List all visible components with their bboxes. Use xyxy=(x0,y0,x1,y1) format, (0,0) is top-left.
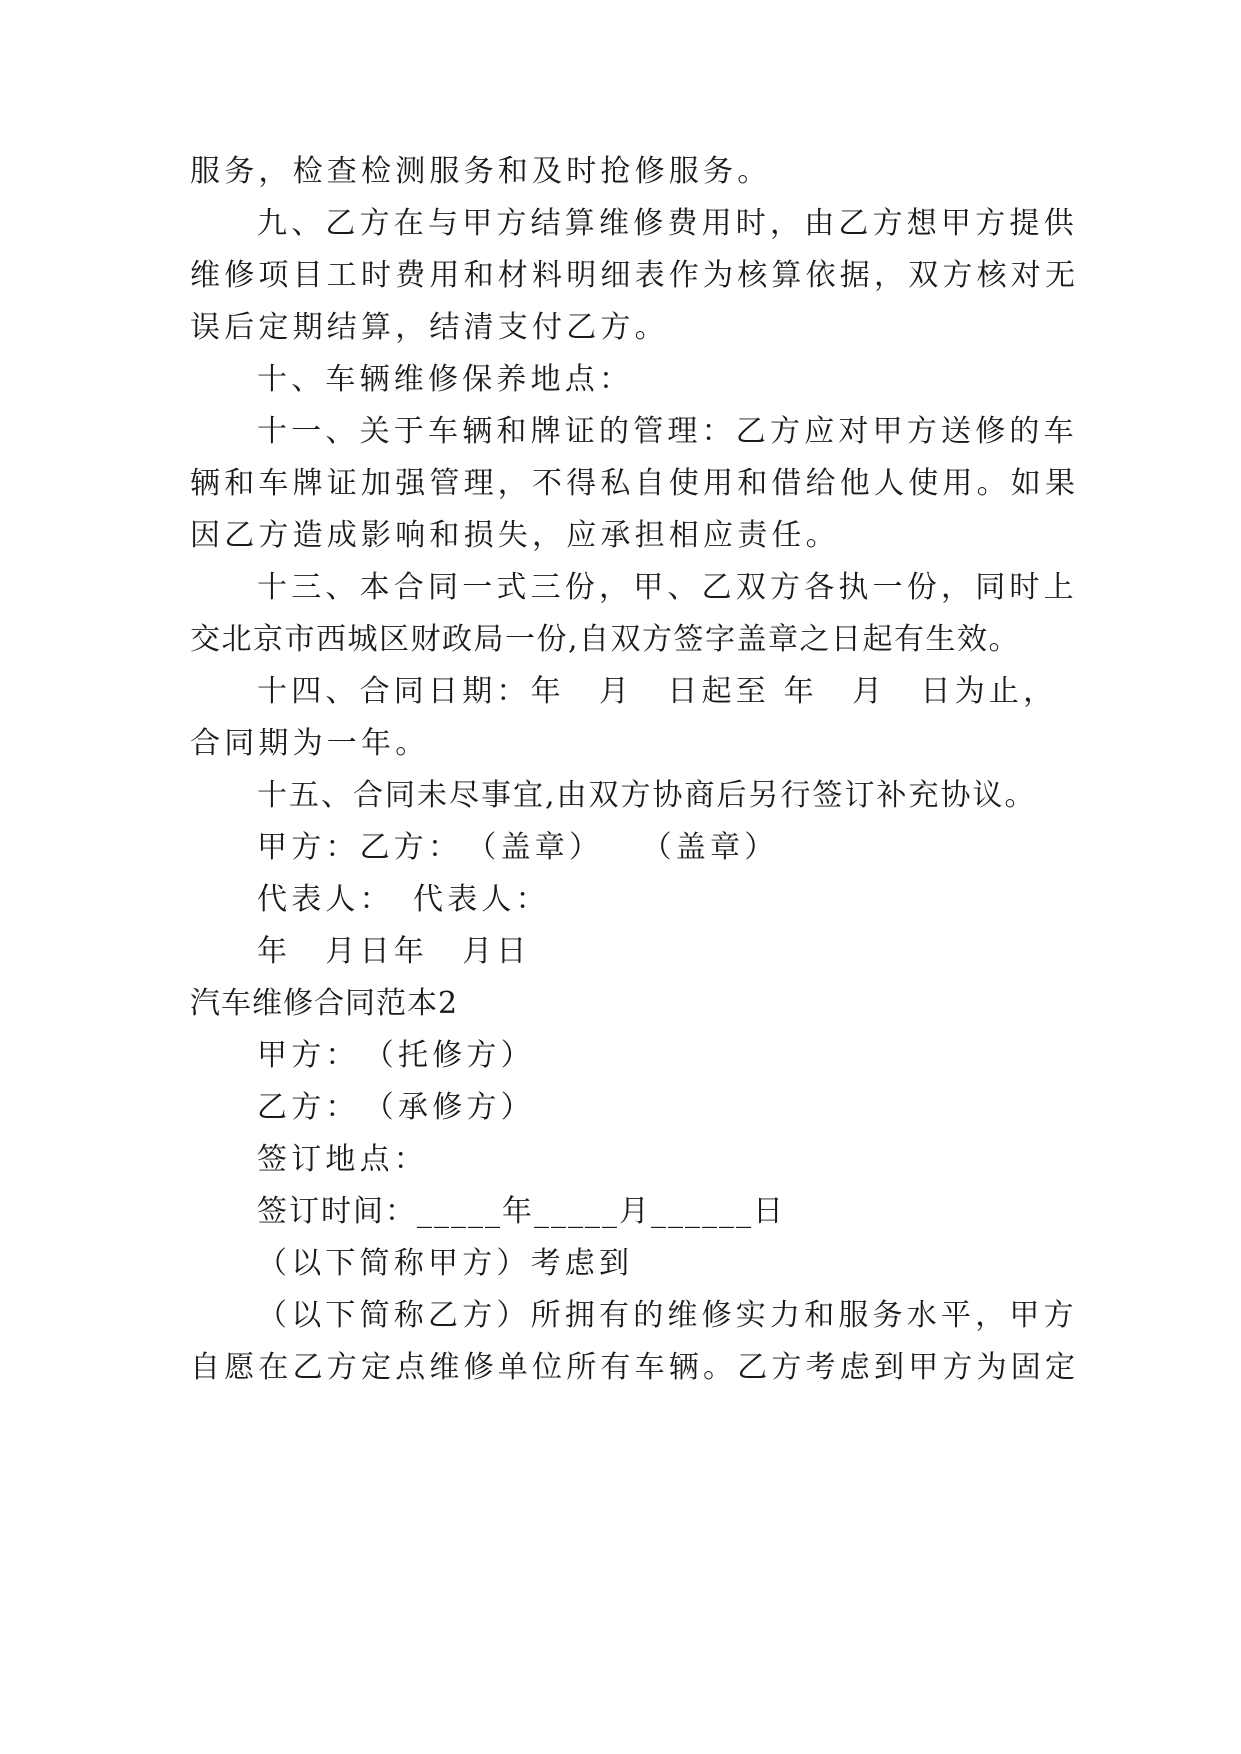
paragraph-line: 合同期为一年。 xyxy=(190,726,430,761)
paragraph-line: 维修项目工时费用和材料明细表作为核算依据，双方核对无 xyxy=(190,258,1080,293)
date-line: 签订时间：_____年_____月______日 xyxy=(257,1194,785,1229)
date-line: 年 月日年 月日 xyxy=(257,934,531,969)
paragraph-line: 服务，检查检测服务和及时抢修服务。 xyxy=(190,154,772,189)
paragraph-line: 九、乙方在与甲方结算维修费用时，由乙方想甲方提供 xyxy=(257,206,1078,241)
paragraph-line: 十三、本合同一式三份，甲、乙双方各执一份，同时上 xyxy=(257,570,1078,605)
paragraph-line: 十、车辆维修保养地点： xyxy=(257,362,634,397)
location-line: 签订地点： xyxy=(257,1142,428,1177)
paragraph-line: 辆和车牌证加强管理，不得私自使用和借给他人使用。如果 xyxy=(190,466,1080,501)
section-heading: 汽车维修合同范本2 xyxy=(190,986,459,1021)
party-line: 乙方： （承修方） xyxy=(257,1090,535,1125)
paragraph-line: （以下简称甲方）考虑到 xyxy=(257,1246,634,1281)
paragraph-line: （以下简称乙方）所拥有的维修实力和服务水平，甲方 xyxy=(257,1298,1078,1333)
party-line: 甲方： （托修方） xyxy=(257,1038,535,1073)
paragraph-line: 十四、合同日期：年 月 日起至 年 月 日为止， xyxy=(257,674,1058,709)
paragraph-line: 交北京市西城区财政局一份,自双方签字盖章之日起有生效。 xyxy=(190,622,1021,657)
signature-line: 甲方：乙方： （盖章） （盖章） xyxy=(257,830,779,865)
paragraph-line: 因乙方造成影响和损失，应承担相应责任。 xyxy=(190,518,840,553)
paragraph-line: 十五、合同未尽事宜,由双方协商后另行签订补充协议。 xyxy=(257,778,1037,813)
paragraph-line: 十一、关于车辆和牌证的管理：乙方应对甲方送修的车 xyxy=(257,414,1078,449)
paragraph-line: 自愿在乙方定点维修单位所有车辆。乙方考虑到甲方为固定 xyxy=(190,1350,1080,1385)
signature-line: 代表人： 代表人： xyxy=(257,882,550,917)
paragraph-line: 误后定期结算，结清支付乙方。 xyxy=(190,310,669,345)
